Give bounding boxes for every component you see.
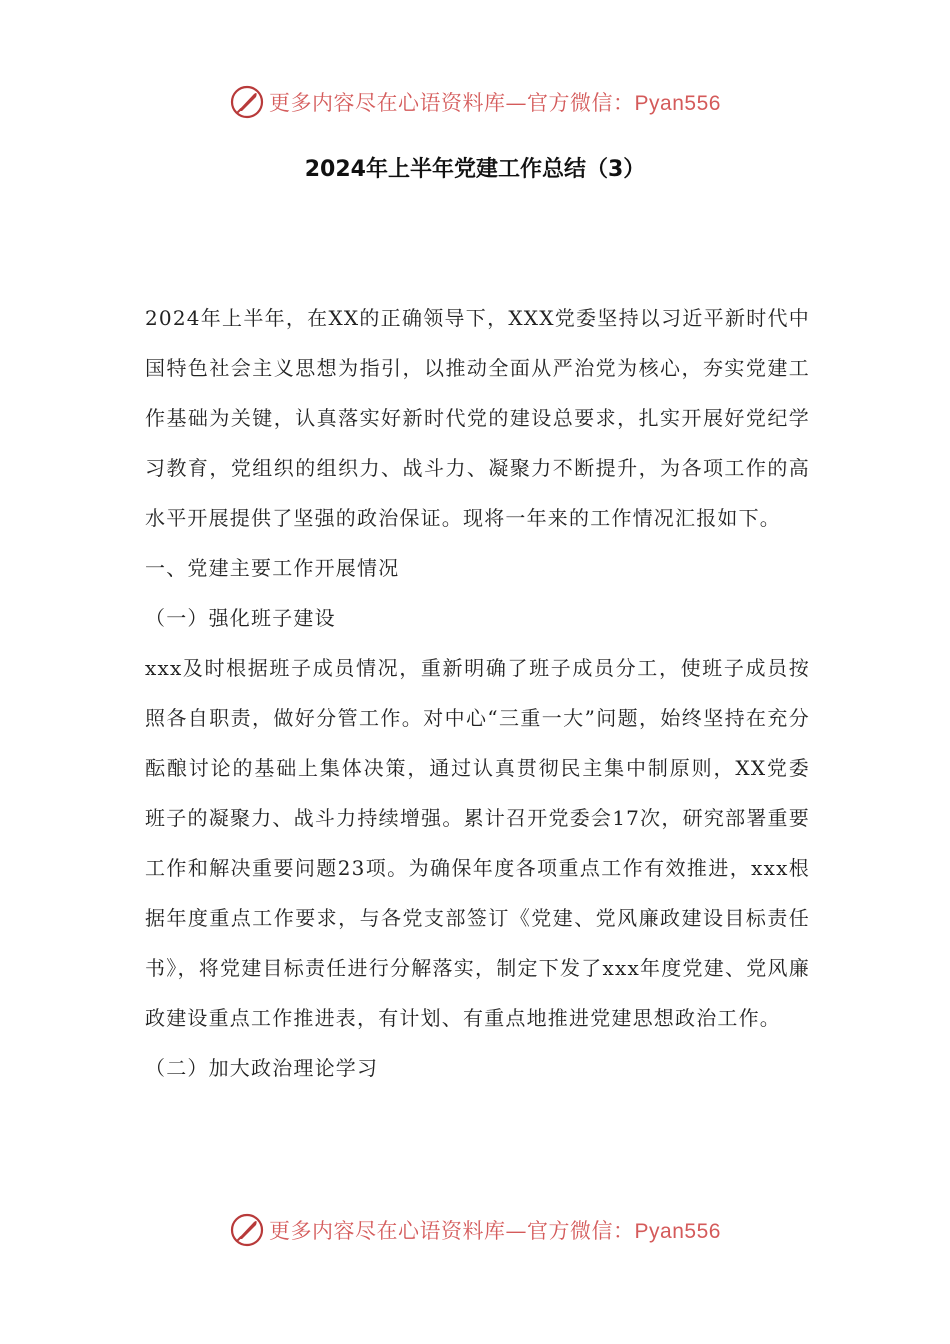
footer-watermark-banner [0,1208,950,1252]
watermark-text: 更多内容尽在心语资料库—官方微信：Pyan556 [269,91,721,115]
section-heading: 一、党建主要工作开展情况 [145,556,400,580]
paragraph-intro: 2024年上半年，在XX的正确领导下，XXX党委坚持以习近平新时代中国特色社会主义思想为指引，以推动全面从严治党为核心，夯实党建工作基础为关键，认真落实好新时代党的建设总要求，扎实开展好党纪学习教育，党组织的组织力、战斗力、凝聚力不断提升，为各项工作的高水平开展提供了坚强的政治保证。现将一年来的工作情况汇报如下。 [145,306,810,530]
subsection-heading: （二）加大政治理论学习 [145,1056,379,1080]
paragraph-body: xxx及时根据班子成员情况，重新明确了班子成员分工，使班子成员按照各自职责，做好分管工作。对中心“三重一大”问题，始终坚持在充分酝酿讨论的基础上集体决策，通过认真贯彻民主集中制原则，XX党委班子的凝聚力、战斗力持续增强。累计召开党委会17次，研究部署重要工作和解决重要问题23项。为确保年度各项重点工作有效推进，xxx根据年度重点工作要求，与各党支部签订《党建、党风廉政建设目标责任书》，将党建目标责任进行分解落实，制定下发了xxx年度党建、党风廉政建设重点工作推进表，有计划、有重点地推进党建思想政治工作。 [145,656,810,1030]
watermark-text: 更多内容尽在心语资料库—官方微信：Pyan556 [269,1219,721,1243]
quill-logo-icon [229,1212,265,1248]
subsection-heading: （一）强化班子建设 [145,606,336,630]
document-title: 2024年上半年党建工作总结（3） [304,157,646,182]
quill-logo-icon [229,84,265,120]
header-watermark-banner [0,80,950,124]
document-body [145,293,810,1093]
